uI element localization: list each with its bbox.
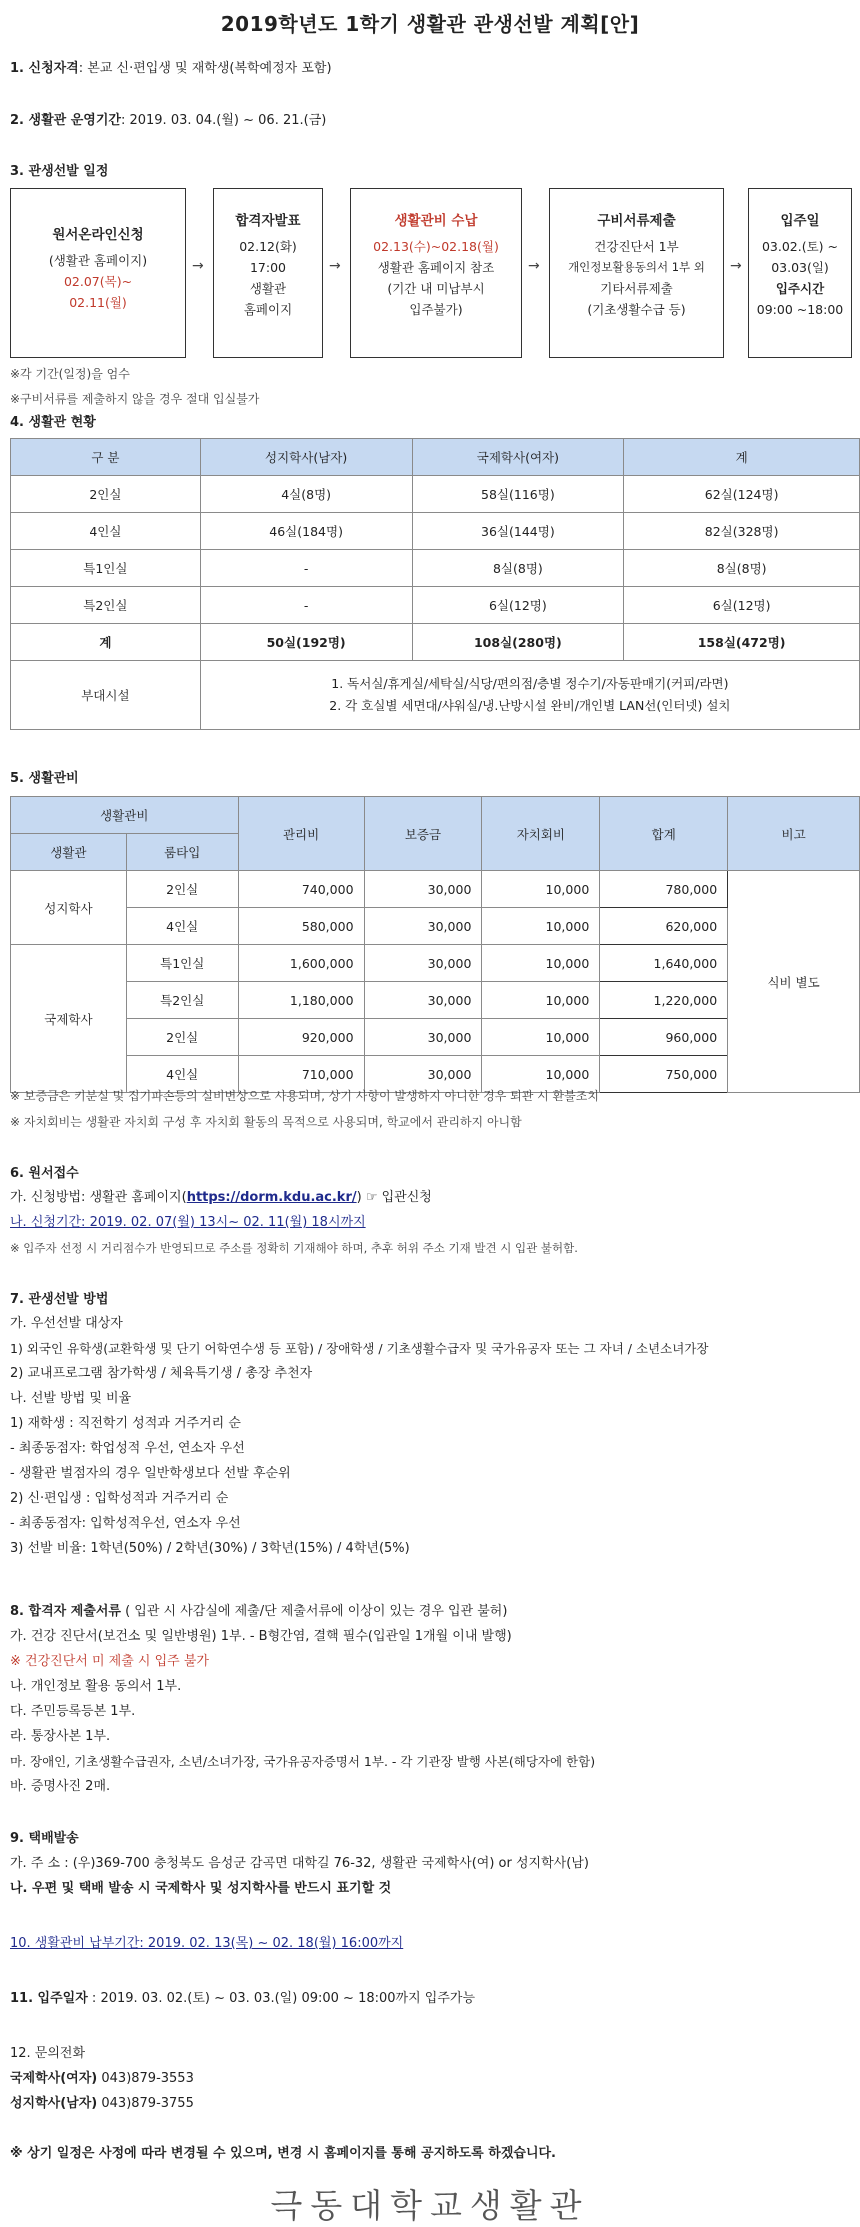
table-cell: 10,000: [482, 982, 600, 1019]
section-8-label: 8. 합격자 제출서류: [10, 1604, 121, 1619]
table-header: 국제학사(여자): [412, 439, 624, 476]
section-7-label: 7. 관생선발 방법: [10, 1292, 109, 1307]
table-cell: 960,000: [600, 1019, 728, 1056]
dorm-homepage-link[interactable]: https://dorm.kdu.ac.kr/: [186, 1190, 357, 1205]
table-cell: 부대시설: [11, 661, 201, 730]
schedule-box-line: 03.02.(토) ~: [761, 239, 839, 254]
table-cell: 계: [11, 624, 201, 661]
table-header: 구 분: [11, 439, 201, 476]
selection-line: 1) 재학생 : 직전학기 성적과 거주거리 순: [10, 1416, 241, 1431]
section-2-text: : 2019. 03. 04.(월) ~ 06. 21.(금): [120, 113, 327, 128]
table-header: 생활관비: [11, 797, 239, 834]
facility-line: 2. 각 호실별 세면대/샤워실/냉.난방시설 완비/개인별 LAN선(인터넷) 설치: [329, 698, 731, 713]
contact-name: 성지학사(남자): [10, 2096, 98, 2111]
table-header: 비고: [728, 797, 860, 871]
table-cell: 82실(328명): [624, 513, 860, 550]
schedule-box-line: 기타서류제출: [600, 281, 673, 296]
table-cell: 4인실: [126, 1056, 238, 1093]
table-cell: 2인실: [126, 871, 238, 908]
schedule-box-line: 02.12(화): [239, 239, 297, 254]
table-cell: 특1인실: [126, 945, 238, 982]
flow-arrow-icon: →: [329, 258, 341, 274]
section-4-label: 4. 생활관 현황: [10, 415, 96, 430]
table-header: 생활관: [11, 834, 127, 871]
schedule-box-line: 03.03(일): [771, 260, 829, 275]
selection-line: 3) 선발 비율: 1학년(50%) / 2학년(30%) / 3학년(15%) / 4학년(5%): [10, 1541, 410, 1556]
section-12-label: 12. 문의전화: [10, 2046, 86, 2061]
table-cell: 1,640,000: [600, 945, 728, 982]
schedule-note: ※구비서류를 제출하지 않을 경우 절대 입실불가: [10, 392, 260, 406]
contact-line: [10, 2070, 194, 2088]
contact-phone: 043)879-3755: [101, 2096, 194, 2111]
selection-line: 1) 외국인 유학생(교환학생 및 단기 어학연수생 등 포함) / 장애학생 / 기초생활수급자 및 국가유공자 또는 그 자녀 / 소년소녀가장: [10, 1341, 709, 1356]
table-cell: 920,000: [238, 1019, 364, 1056]
document-item: 나. 개인정보 활용 동의서 1부.: [10, 1679, 182, 1694]
section-5-label: 5. 생활관비: [10, 771, 79, 786]
table-cell: 30,000: [364, 1056, 482, 1093]
schedule-box-title: 합격자발표: [235, 213, 301, 229]
selection-line: 가. 우선선발 대상자: [10, 1316, 123, 1331]
table-cell: 식비 별도: [728, 871, 860, 1093]
table-cell: 108실(280명): [412, 624, 624, 661]
schedule-box-line: 입주불가): [409, 302, 463, 317]
schedule-box-line: (생활관 홈페이지): [48, 253, 148, 268]
section-1: [10, 60, 332, 78]
table-cell: 750,000: [600, 1056, 728, 1093]
table-cell: 62실(124명): [624, 476, 860, 513]
schedule-box-line: (기초생활수급 등): [587, 302, 686, 317]
contact-line: [10, 2095, 194, 2113]
table-row: [11, 476, 860, 513]
table-cell: 740,000: [238, 871, 364, 908]
payment-period: 10. 생활관비 납부기간: 2019. 02. 13(목) ~ 02. 18(월) 16:00까지: [10, 1936, 404, 1951]
table-row: [11, 587, 860, 624]
schedule-box-title: 구비서류제출: [597, 213, 676, 229]
schedule-note: ※각 기간(일정)을 엄수: [10, 367, 130, 381]
schedule-box-announcement: [213, 188, 323, 358]
document-item: 바. 증명사진 2매.: [10, 1779, 111, 1794]
fee-note: ※ 보증금은 키분실 및 집기파손등의 실비변상으로 사용되며, 상기 사항이 발생하지 아니한 경우 퇴관 시 환불조치: [10, 1089, 599, 1103]
table-cell: 58실(116명): [412, 476, 624, 513]
table-header: 자치회비: [482, 797, 600, 871]
schedule-box-line: 생활관 홈페이지 참조: [377, 260, 495, 275]
section-8: [10, 1603, 507, 1621]
schedule-box-line: 09:00 ~18:00: [756, 302, 844, 317]
schedule-box-line: 홈페이지: [243, 302, 293, 317]
flow-arrow-icon: →: [528, 258, 540, 274]
flow-arrow-icon: →: [192, 258, 204, 274]
table-cell: 10,000: [482, 1056, 600, 1093]
flow-arrow-icon: →: [730, 258, 742, 274]
facility-line: 1. 독서실/휴게실/세탁실/식당/편의점/층별 정수기/자동판매기(커피/라면): [331, 676, 729, 691]
facility-cell: [200, 661, 859, 730]
table-cell: 50실(192명): [200, 624, 412, 661]
table-cell: 710,000: [238, 1056, 364, 1093]
section-3-label: 3. 관생선발 일정: [10, 164, 109, 179]
schedule-box-line: 입주시간: [775, 281, 825, 296]
dorm-status-table: [10, 438, 860, 730]
schedule-box-title: 원서온라인신청: [52, 227, 144, 243]
selection-line: 나. 선발 방법 및 비율: [10, 1391, 132, 1406]
table-cell: 특2인실: [126, 982, 238, 1019]
closing-note: ※ 상기 일정은 사정에 따라 변경될 수 있으며, 변경 시 홈페이지를 통해 공지하도록 하겠습니다.: [10, 2146, 556, 2161]
table-cell: 4실(8명): [200, 476, 412, 513]
delivery-instruction: 나. 우편 및 택배 발송 시 국제학사 및 성지학사를 반드시 표기할 것: [10, 1881, 392, 1896]
table-header-row: [11, 797, 860, 834]
schedule-box-line: 생활관: [249, 281, 287, 296]
table-cell: 성지학사: [11, 871, 127, 945]
table-cell: 780,000: [600, 871, 728, 908]
table-header-row: [11, 439, 860, 476]
document-item: 마. 장애인, 기초생활수급권자, 소년/소녀가장, 국가유공자증명서 1부. - 각 기관장 발행 사본(해당자에 한함): [10, 1754, 596, 1769]
schedule-box-title: 입주일: [780, 213, 820, 229]
application-method-text: ) ☞ 입관신청: [356, 1190, 432, 1205]
schedule-box-line: 개인정보활용동의서 1부 외: [568, 260, 705, 274]
table-cell: 2인실: [126, 1019, 238, 1056]
document-title: 2019학년도 1학기 생활관 관생선발 계획[안]: [220, 12, 640, 36]
schedule-box-documents: [549, 188, 724, 358]
section-2-label: 2. 생활관 운영기간: [10, 113, 121, 128]
table-cell: 6실(12명): [624, 587, 860, 624]
table-cell: 36실(144명): [412, 513, 624, 550]
table-cell: 특1인실: [11, 550, 201, 587]
table-header: 보증금: [364, 797, 482, 871]
section-11-label: 11. 입주일자: [10, 1991, 88, 2006]
document-item: 라. 통장사본 1부.: [10, 1729, 111, 1744]
selection-line: 2) 교내프로그램 참가학생 / 체육특기생 / 총장 추천자: [10, 1366, 313, 1381]
document-item: 가. 건강 진단서(보건소 및 일반병원) 1부. - B형간염, 결핵 필수(입관일 1개월 이내 발행): [10, 1629, 512, 1644]
delivery-address: 가. 주 소 : (우)369-700 충청북도 음성군 감곡면 대학길 76-32, 생활관 국제학사(여) or 성지학사(남): [10, 1856, 589, 1871]
section-1-text: : 본교 신·편입생 및 재학생(복학예정자 포함): [78, 61, 332, 76]
contact-name: 국제학사(여자): [10, 2071, 98, 2086]
table-cell: 620,000: [600, 908, 728, 945]
schedule-box-date: 02.11(월): [69, 295, 127, 310]
table-cell: 6실(12명): [412, 587, 624, 624]
table-cell: 30,000: [364, 908, 482, 945]
selection-line: - 최종동점자: 학업성적 우선, 연소자 우선: [10, 1441, 245, 1456]
table-cell: 30,000: [364, 871, 482, 908]
table-cell: 1,180,000: [238, 982, 364, 1019]
section-1-label: 1. 신청자격: [10, 61, 79, 76]
table-cell: -: [200, 550, 412, 587]
university-dorm-footer: 극동대학교생활관: [270, 2186, 590, 2225]
section-6-label: 6. 원서접수: [10, 1166, 79, 1181]
table-cell: 580,000: [238, 908, 364, 945]
selection-line: 2) 신·편입생 : 입학성적과 거주거리 순: [10, 1491, 229, 1506]
section-2: [10, 112, 326, 130]
table-cell: 4인실: [126, 908, 238, 945]
table-header: 합계: [600, 797, 728, 871]
schedule-box-title: 생활관비 수납: [394, 213, 478, 229]
dorm-fee-table: [10, 796, 860, 1093]
table-total-row: [11, 624, 860, 661]
table-cell: 1,600,000: [238, 945, 364, 982]
selection-line: - 생활관 벌점자의 경우 일반학생보다 선발 후순위: [10, 1466, 291, 1481]
table-cell: 30,000: [364, 945, 482, 982]
application-method: [10, 1189, 432, 1207]
selection-line: - 최종동점자: 입학성적우선, 연소자 우선: [10, 1516, 241, 1531]
schedule-box-line: (기간 내 미납부시: [387, 281, 485, 296]
table-facility-row: [11, 661, 860, 730]
table-cell: 30,000: [364, 1019, 482, 1056]
table-cell: 158실(472명): [624, 624, 860, 661]
table-cell: 8실(8명): [624, 550, 860, 587]
table-header: 관리비: [238, 797, 364, 871]
table-cell: 특2인실: [11, 587, 201, 624]
section-11: [10, 1990, 475, 2008]
table-cell: 1,220,000: [600, 982, 728, 1019]
application-method-text: 가. 신청방법: 생활관 홈페이지(: [10, 1190, 187, 1205]
table-cell: -: [200, 587, 412, 624]
table-cell: 10,000: [482, 945, 600, 982]
schedule-box-line: 건강진단서 1부: [594, 239, 679, 254]
schedule-box-date: 02.07(목)~: [63, 274, 133, 289]
section-11-text: : 2019. 03. 02.(토) ~ 03. 03.(일) 09:00 ~ 18:00까지 입주가능: [87, 1991, 476, 2006]
document-item: 다. 주민등록등본 1부.: [10, 1704, 136, 1719]
schedule-box-payment: [350, 188, 522, 358]
table-cell: 10,000: [482, 1019, 600, 1056]
table-cell: 2인실: [11, 476, 201, 513]
table-cell: 8실(8명): [412, 550, 624, 587]
section-8-note: ( 입관 시 사감실에 제출/단 제출서류에 이상이 있는 경우 입관 불허): [120, 1604, 508, 1619]
contact-phone: 043)879-3553: [101, 2071, 194, 2086]
table-row: [11, 871, 860, 908]
table-header: 계: [624, 439, 860, 476]
address-note: ※ 입주자 선정 시 거리점수가 반영되므로 주소를 정확히 기재해야 하며, 추후 허위 주소 기재 발견 시 입관 불허함.: [10, 1241, 578, 1255]
health-warning: ※ 건강진단서 미 제출 시 입주 불가: [10, 1654, 209, 1669]
section-9-label: 9. 택배발송: [10, 1831, 79, 1846]
table-cell: 4인실: [11, 513, 201, 550]
table-header: 성지학사(남자): [200, 439, 412, 476]
table-cell: 10,000: [482, 871, 600, 908]
table-cell: 10,000: [482, 908, 600, 945]
schedule-box-line: 17:00: [249, 260, 287, 275]
application-period: 나. 신청기간: 2019. 02. 07(월) 13시~ 02. 11(월) 18시까지: [10, 1215, 366, 1230]
table-cell: 46실(184명): [200, 513, 412, 550]
table-row: [11, 550, 860, 587]
schedule-box-move-in: [748, 188, 852, 358]
schedule-box-date: 02.13(수)~02.18(월): [373, 239, 499, 254]
table-row: [11, 513, 860, 550]
table-cell: 국제학사: [11, 945, 127, 1093]
table-cell: 30,000: [364, 982, 482, 1019]
table-header: 룸타입: [126, 834, 238, 871]
schedule-box-application: [10, 188, 186, 358]
fee-note: ※ 자치회비는 생활관 자치회 구성 후 자치회 활동의 목적으로 사용되며, 학교에서 관리하지 아니함: [10, 1115, 522, 1129]
